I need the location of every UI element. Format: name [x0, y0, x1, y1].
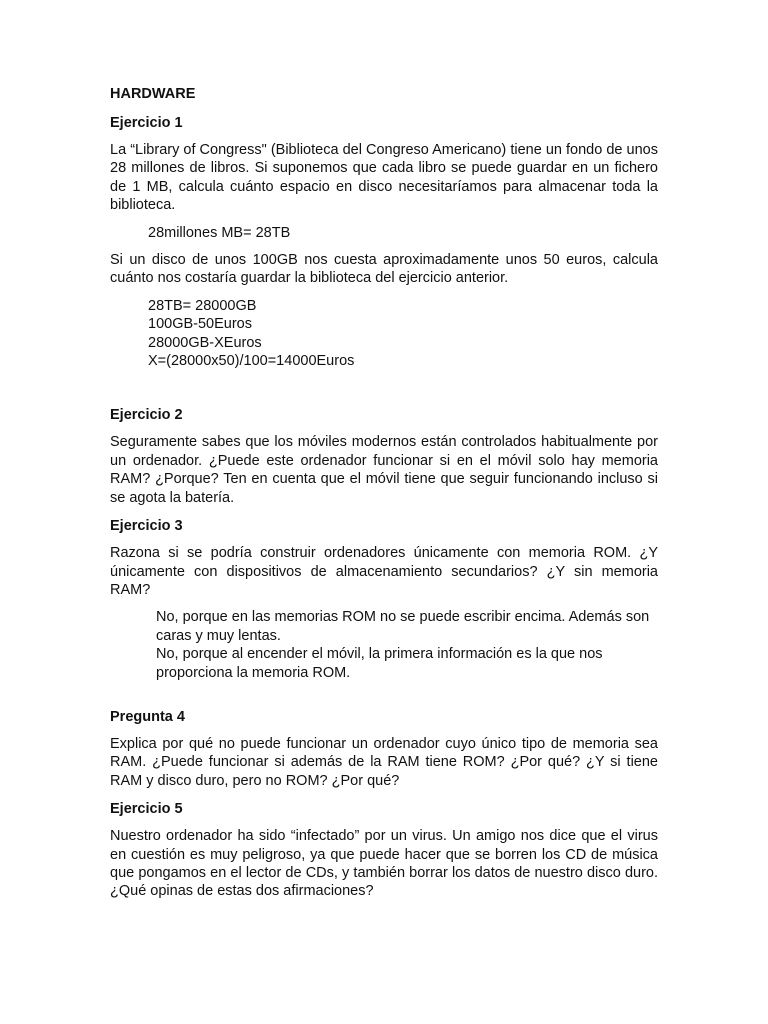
- document-title: HARDWARE: [110, 86, 196, 102]
- section-ejercicio-5: [110, 799, 658, 901]
- section-heading: Pregunta 4: [110, 708, 185, 725]
- answer-line: 28000GB-XEuros: [148, 334, 262, 351]
- section-ejercicio-3: [110, 516, 658, 682]
- question-paragraph: Explica por qué no puede funcionar un ordenador cuyo único tipo de memoria sea RAM. ¿Puede funcionar si además de la RAM tiene ROM? ¿Por qué? ¿Y si tiene RAM y disco duro, pero no ROM? ¿Por qué?: [110, 735, 658, 789]
- section-ejercicio-1: [110, 113, 658, 370]
- answer-line: 28millones MB= 28TB: [148, 224, 291, 241]
- answer-line: No, porque al encender el móvil, la primera información es la que nos proporciona la memoria ROM.: [156, 646, 603, 681]
- answer-line: 28TB= 28000GB: [148, 297, 257, 314]
- answer-block: [156, 608, 658, 682]
- section-heading: Ejercicio 5: [110, 801, 183, 818]
- answer-line: 100GB-50Euros: [148, 316, 252, 333]
- answer-block: [148, 224, 658, 242]
- answer-line: X=(28000x50)/100=14000Euros: [148, 353, 355, 370]
- section-ejercicio-2: [110, 405, 658, 507]
- question-paragraph: Razona si se podría construir ordenadores únicamente con memoria ROM. ¿Y únicamente con dispositivos de almacenamiento secundarios? ¿Y sin memoria RAM?: [110, 545, 658, 598]
- document-page: [110, 84, 658, 910]
- spacer: [110, 379, 658, 405]
- question-paragraph: Nuestro ordenador ha sido “infectado” por un virus. Un amigo nos dice que el virus en cuestión es muy peligroso, ya que puede hacer que se borren los CD de música que pongamos en el lector de CDs, y también borrar los datos de nuestro disco duro. ¿Qué opinas de estas dos afirmaciones?: [110, 828, 658, 900]
- question-paragraph: La “Library of Congress" (Biblioteca del Congreso Americano) tiene un fondo de unos 28 millones de libros. Si suponemos que cada libro se puede guardar en un fichero de 1 MB, calcula cuánto espacio en disco necesitaríamos para almacenar toda la biblioteca.: [110, 142, 658, 214]
- question-paragraph: Si un disco de unos 100GB nos cuesta aproximadamente unos 50 euros, calcula cuánto nos costaría guardar la biblioteca del ejercicio anterior.: [110, 252, 658, 287]
- spacer: [110, 691, 658, 707]
- section-heading: Ejercicio 3: [110, 518, 183, 535]
- section-pregunta-4: [110, 707, 658, 790]
- section-heading: Ejercicio 1: [110, 115, 183, 131]
- answer-block: [148, 297, 658, 371]
- question-paragraph: Seguramente sabes que los móviles modernos están controlados habitualmente por un ordenador. ¿Puede este ordenador funcionar si en el móvil solo hay memoria RAM? ¿Porque? Ten en cuenta que el móvil tiene que seguir funcionando incluso si se agota la batería.: [110, 434, 658, 506]
- section-heading: Ejercicio 2: [110, 407, 183, 424]
- answer-line: No, porque en las memorias ROM no se puede escribir encima. Además son caras y muy lentas.: [156, 609, 650, 644]
